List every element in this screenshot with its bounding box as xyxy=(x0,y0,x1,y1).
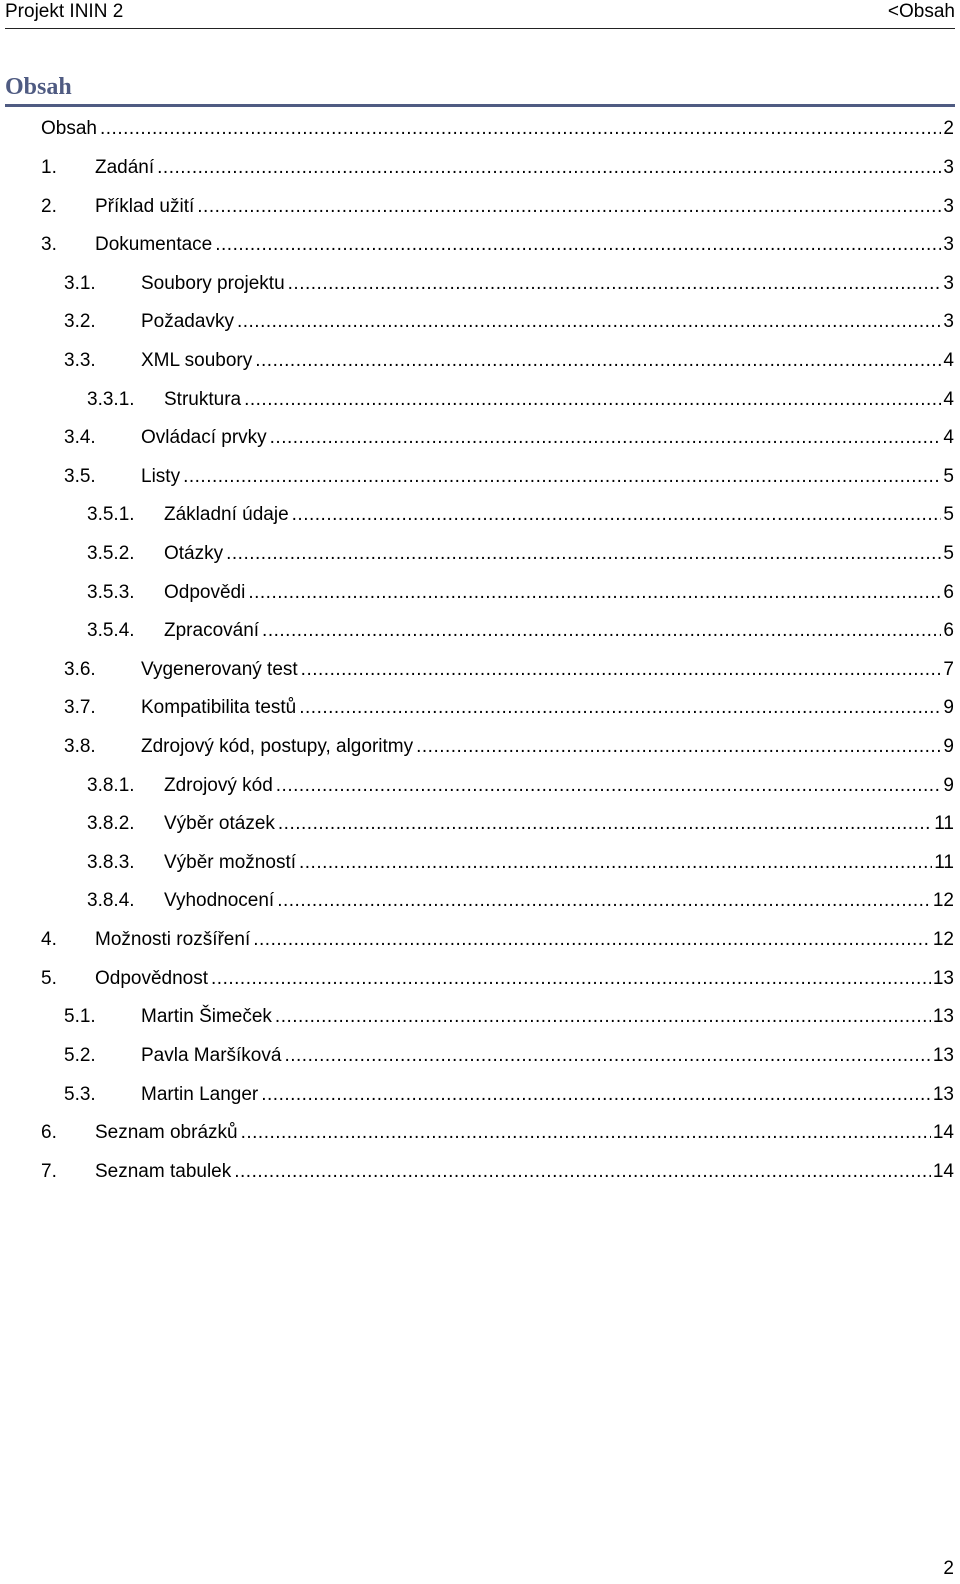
dot-leader xyxy=(244,389,941,411)
toc-entry[interactable] xyxy=(0,1152,960,1191)
toc-entry[interactable] xyxy=(0,457,960,496)
toc-entry-title: Dokumentace xyxy=(95,234,213,256)
toc-entry[interactable] xyxy=(0,149,960,188)
toc-entry-title: Martin Šimeček xyxy=(141,1006,272,1028)
toc-entry-page: 3 xyxy=(943,272,954,294)
toc-entry[interactable] xyxy=(0,573,960,612)
dot-leader xyxy=(299,852,932,874)
toc-entry-number: 3.7. xyxy=(64,697,96,719)
header-project-title: Projekt ININ 2 xyxy=(5,1,124,22)
toc-entry-title: Zdrojový kód, postupy, algoritmy xyxy=(141,736,414,758)
toc-entry-page: 3 xyxy=(943,156,954,178)
toc-entry[interactable] xyxy=(0,264,960,303)
toc-entry[interactable] xyxy=(0,110,960,149)
toc-entry[interactable] xyxy=(0,1037,960,1076)
toc-entry[interactable] xyxy=(0,496,960,535)
toc-entry-number: 5.2. xyxy=(64,1044,96,1066)
toc-entry-number: 3.6. xyxy=(64,658,96,680)
toc-entry[interactable] xyxy=(0,766,960,805)
toc-entry[interactable] xyxy=(0,998,960,1037)
toc-entry-page: 4 xyxy=(943,349,954,371)
toc-entry[interactable] xyxy=(0,959,960,998)
toc-entry[interactable] xyxy=(0,342,960,381)
toc-heading xyxy=(5,70,955,107)
toc-entry-number: 3.8.4. xyxy=(87,890,135,912)
dot-leader xyxy=(157,157,941,179)
toc-entry-title: Odpovědnost xyxy=(95,967,209,989)
toc-entry-title: Zdrojový kód xyxy=(164,774,273,796)
dot-leader xyxy=(253,929,931,951)
toc-entry-number: 2. xyxy=(41,195,57,217)
toc-entry-number: 3.1. xyxy=(64,272,96,294)
dot-leader xyxy=(416,736,941,758)
toc-entry-number: 3.5.1. xyxy=(87,504,135,526)
dot-leader xyxy=(255,350,941,372)
table-of-contents xyxy=(0,110,960,1191)
toc-entry[interactable] xyxy=(0,303,960,342)
dot-leader xyxy=(197,196,941,218)
toc-entry[interactable] xyxy=(0,844,960,883)
toc-entry-number: 3.8.2. xyxy=(87,813,135,835)
toc-entry[interactable] xyxy=(0,380,960,419)
toc-entry-page: 5 xyxy=(943,465,954,487)
dot-leader xyxy=(100,118,941,140)
toc-entry-title: Ovládací prvky xyxy=(141,427,267,449)
toc-entry-number: 3.2. xyxy=(64,311,96,333)
dot-leader xyxy=(237,311,941,333)
toc-entry[interactable] xyxy=(0,612,960,651)
toc-entry-number: 6. xyxy=(41,1122,57,1144)
page-number: 2 xyxy=(943,1558,954,1579)
dot-leader xyxy=(241,1122,931,1144)
toc-entry-page: 5 xyxy=(943,543,954,564)
dot-leader xyxy=(275,1006,931,1028)
toc-entry-page: 6 xyxy=(943,620,954,642)
dot-leader xyxy=(183,466,941,488)
toc-heading-text: Obsah xyxy=(5,74,72,100)
toc-entry-title: Výběr možností xyxy=(164,851,296,873)
toc-entry-number: 3.8.1. xyxy=(87,774,135,796)
toc-entry-number: 7. xyxy=(41,1160,57,1182)
toc-entry-title: Základní údaje xyxy=(164,504,289,526)
dot-leader xyxy=(248,582,941,604)
toc-entry-number: 3.3.1. xyxy=(87,388,135,410)
dot-leader xyxy=(234,1161,931,1183)
dot-leader xyxy=(261,1084,931,1106)
dot-leader xyxy=(211,968,931,990)
toc-entry-title: Příklad užití xyxy=(95,195,195,217)
toc-entry-title: Struktura xyxy=(164,388,242,410)
dot-leader xyxy=(292,504,942,526)
toc-entry-title: Seznam obrázků xyxy=(95,1122,238,1144)
toc-entry-page: 3 xyxy=(943,311,954,333)
toc-entry-title: Zpracování xyxy=(164,620,260,642)
toc-entry-page: 9 xyxy=(943,697,954,719)
toc-entry-number: 3.3. xyxy=(64,349,96,371)
toc-entry[interactable] xyxy=(0,226,960,265)
toc-entry[interactable] xyxy=(0,1075,960,1114)
toc-entry-page: 4 xyxy=(943,427,954,449)
toc-entry-number: 5. xyxy=(41,967,57,989)
toc-entry-number: 3.5.4. xyxy=(87,620,135,642)
toc-entry-title: Pavla Maršíková xyxy=(141,1044,282,1066)
toc-entry-number: 5.3. xyxy=(64,1083,96,1105)
toc-entry[interactable] xyxy=(0,805,960,844)
toc-entry[interactable] xyxy=(0,419,960,458)
toc-entry-page: 12 xyxy=(932,929,954,951)
toc-entry-page: 9 xyxy=(943,736,954,758)
dot-leader xyxy=(226,543,941,565)
toc-entry-number: 3.5.3. xyxy=(87,581,135,603)
toc-entry-title: Možnosti rozšíření xyxy=(95,929,251,951)
page-header xyxy=(5,0,955,29)
toc-entry-page: 12 xyxy=(932,890,954,912)
toc-entry[interactable] xyxy=(0,187,960,226)
toc-entry-page: 14 xyxy=(932,1122,954,1144)
toc-entry-title: XML soubory xyxy=(141,349,253,371)
toc-entry-title: Otázky xyxy=(164,543,224,564)
toc-entry[interactable] xyxy=(0,882,960,921)
toc-entry-number: 4. xyxy=(41,929,57,951)
toc-entry[interactable] xyxy=(0,1114,960,1153)
header-section-name: <Obsah xyxy=(887,1,955,22)
toc-entry-page: 9 xyxy=(943,774,954,796)
dot-leader xyxy=(277,890,931,912)
toc-entry-title: Listy xyxy=(141,465,181,487)
toc-entry-number: 3. xyxy=(41,234,57,256)
toc-entry-title: Zadání xyxy=(95,156,155,178)
toc-entry-page: 3 xyxy=(943,234,954,256)
toc-entry-title: Odpovědi xyxy=(164,581,246,603)
toc-entry-number: 5.1. xyxy=(64,1006,96,1028)
toc-entry-page: 13 xyxy=(932,1006,954,1028)
toc-entry-title: Kompatibilita testů xyxy=(141,697,297,719)
toc-entry-page: 7 xyxy=(943,658,954,680)
toc-entry-page: 4 xyxy=(943,388,954,410)
toc-entry[interactable] xyxy=(0,651,960,690)
dot-leader xyxy=(278,813,932,835)
toc-entry-page: 2 xyxy=(943,118,954,140)
toc-entry-number: 3.8. xyxy=(64,736,96,758)
toc-entry-page: 6 xyxy=(943,581,954,603)
toc-entry-title: Vygenerovaný test xyxy=(141,658,298,680)
toc-entry-title: Martin Langer xyxy=(141,1083,259,1105)
dot-leader xyxy=(301,659,942,681)
toc-entry-number: 1. xyxy=(41,156,57,178)
toc-entry-page: 13 xyxy=(932,1083,954,1105)
toc-entry-title: Vyhodnocení xyxy=(164,890,275,912)
dot-leader xyxy=(288,273,942,295)
toc-entry-number: 3.5.2. xyxy=(87,543,135,564)
dot-leader xyxy=(262,620,941,642)
toc-entry[interactable] xyxy=(0,728,960,767)
toc-entry-number: 3.5. xyxy=(64,465,96,487)
dot-leader xyxy=(270,427,942,449)
toc-entry-page: 3 xyxy=(943,195,954,217)
toc-entry-page: 14 xyxy=(932,1160,954,1182)
toc-entry[interactable] xyxy=(0,689,960,728)
toc-entry-title: Soubory projektu xyxy=(141,272,285,294)
toc-entry-page: 13 xyxy=(932,1044,954,1066)
toc-entry-number: 3.8.3. xyxy=(87,851,135,873)
dot-leader xyxy=(299,697,941,719)
toc-entry-title: Požadavky xyxy=(141,311,234,333)
toc-entry-title: Seznam tabulek xyxy=(95,1160,232,1182)
toc-entry-title: Výběr otázek xyxy=(164,813,275,835)
dot-leader xyxy=(215,234,941,256)
dot-leader xyxy=(276,775,942,797)
toc-entry-page: 11 xyxy=(934,851,954,873)
toc-entry-page: 11 xyxy=(934,813,954,835)
toc-entry-title: Obsah xyxy=(41,118,97,140)
toc-entry[interactable] xyxy=(0,921,960,960)
toc-entry[interactable] xyxy=(0,535,960,574)
dot-leader xyxy=(284,1045,930,1067)
toc-entry-number: 3.4. xyxy=(64,427,96,449)
toc-entry-page: 5 xyxy=(943,504,954,526)
toc-entry-page: 13 xyxy=(932,967,954,989)
